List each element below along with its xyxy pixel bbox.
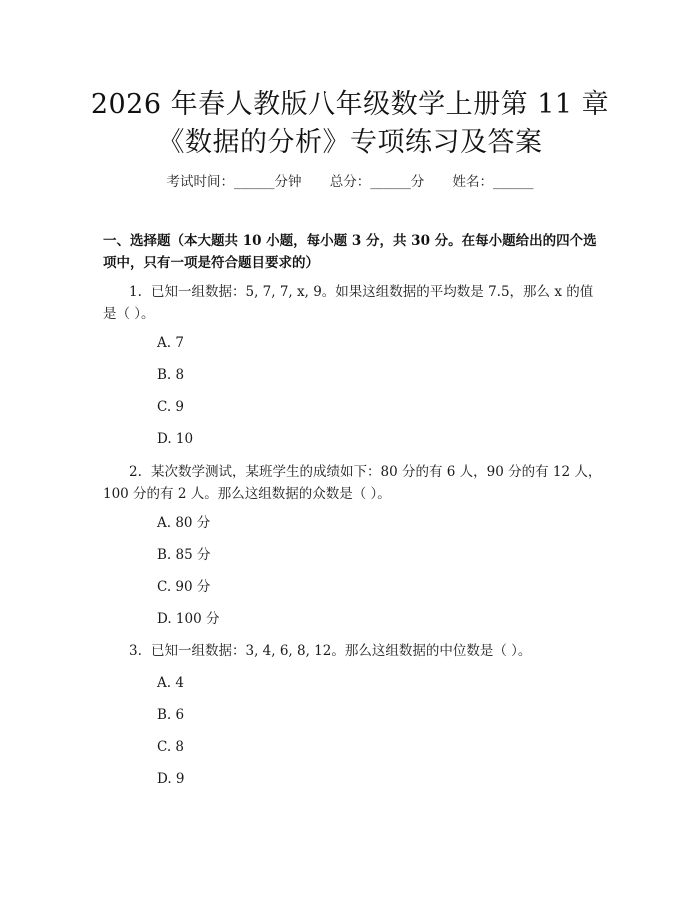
document-title-line-1: 2026 年春人教版八年级数学上册第 11 章 xyxy=(90,89,610,120)
question-number: 3. xyxy=(129,643,142,659)
option-1-d: D. 10 xyxy=(157,431,194,447)
question-1 xyxy=(103,281,603,325)
question-3 xyxy=(103,640,603,662)
question-number: 1. xyxy=(129,284,142,300)
student-name-field: 姓名：______ xyxy=(452,174,534,190)
option-2-b: B. 85 分 xyxy=(157,547,211,563)
option-3-d: D. 9 xyxy=(157,771,185,787)
option-2-d: D. 100 分 xyxy=(157,611,220,627)
option-2-c: C. 90 分 xyxy=(157,579,211,595)
section-heading: 一、选择题（本大题共 10 小题，每小题 3 分，共 30 分。在每小题给出的四个选项中，只有一项是符合题目要求的） xyxy=(103,233,597,271)
exam-info xyxy=(0,170,700,190)
option-3-c: C. 8 xyxy=(157,739,185,755)
option-1-a: A. 7 xyxy=(157,335,184,351)
option-3-a: A. 4 xyxy=(157,675,184,691)
question-text: 已知一组数据：5, 7, 7, x, 9。如果这组数据的平均数是 7.5，那么 x 的值是（ ）。 xyxy=(103,284,594,322)
question-text: 某次数学测试，某班学生的成绩如下：80 分的有 6 人，90 分的有 12 人，100 分的有 2 人。那么这组数据的众数是（ ）。 xyxy=(103,464,602,502)
question-text: 已知一组数据：3, 4, 6, 8, 12。那么这组数据的中位数是（ ）。 xyxy=(151,643,532,659)
option-1-b: B. 8 xyxy=(157,367,185,383)
question-2 xyxy=(103,461,603,505)
exam-time-field: 考试时间：______分钟 xyxy=(166,174,302,190)
document-title-line-2: 《数据的分析》专项练习及答案 xyxy=(157,127,543,158)
option-3-b: B. 6 xyxy=(157,707,185,723)
total-score-field: 总分：______分 xyxy=(329,174,425,190)
option-1-c: C. 9 xyxy=(157,399,185,415)
question-number: 2. xyxy=(129,464,142,480)
option-2-a: A. 80 分 xyxy=(157,515,211,531)
